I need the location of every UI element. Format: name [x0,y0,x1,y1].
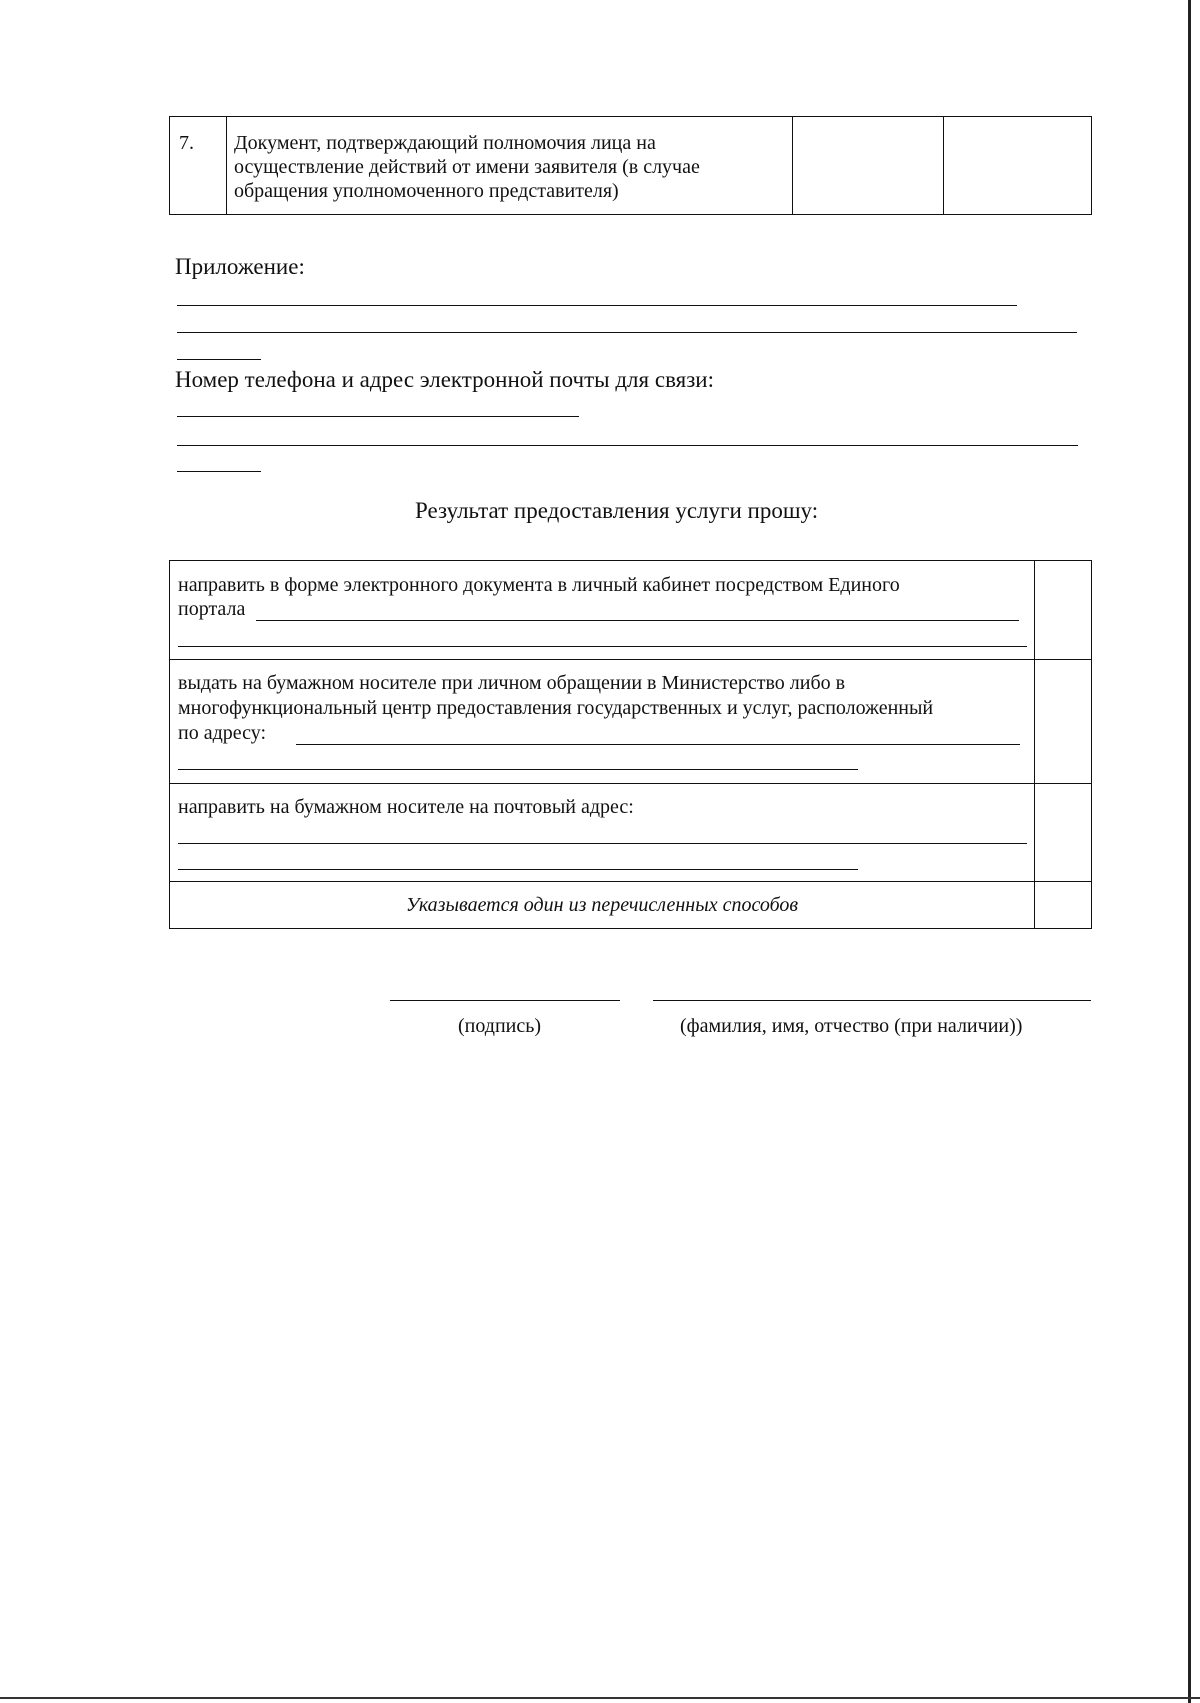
option-paper-inperson-checkbox[interactable] [1034,659,1091,783]
option-paper-inperson-address-field-2[interactable] [178,769,858,770]
documents-table [169,116,1092,215]
option-electronic-line-2: портала [178,598,246,620]
attachment-line-1[interactable] [177,305,1017,306]
option-electronic-checkbox[interactable] [1034,561,1091,659]
option-paper-mail-address-field[interactable] [178,843,1027,844]
option-paper-mail-address-field-2[interactable] [178,869,858,870]
scan-edge-bottom [0,1697,1200,1699]
row-text-line-3: обращения уполномоченного представителя) [234,180,619,202]
contact-label: Номер телефона и адрес электронной почты для связи: [175,367,714,392]
table-divider [792,117,793,214]
options-row-divider [170,659,1091,660]
table-divider [943,117,944,214]
signature-line[interactable] [390,1000,620,1001]
attachment-line-2[interactable] [177,332,1077,333]
options-row-divider [170,783,1091,784]
option-electronic-field[interactable] [256,620,1019,621]
options-note: Указывается один из перечисленных способов [405,894,799,916]
row-number: 7. [179,132,194,154]
contact-line-3[interactable] [177,471,261,472]
option-paper-inperson-address-field[interactable] [296,744,1020,745]
full-name-caption: (фамилия, имя, отчество (при наличии)) [680,1015,1023,1037]
option-paper-inperson-line-1: выдать на бумажном носителе при личном обращении в Министерство либо в [178,672,846,694]
contact-line-2[interactable] [177,445,1078,446]
row-text-line-2: осуществление действий от имени заявителя (в случае [234,156,700,178]
options-row-divider [170,881,1091,882]
option-electronic-field-2[interactable] [178,646,1027,647]
table-divider [226,117,227,214]
option-paper-inperson-line-3: по адресу: [178,722,267,744]
scan-edge-right [1188,0,1191,1703]
option-paper-inperson-line-2: многофункциональный центр предоставления государственных и услуг, расположенный [178,697,934,719]
attachment-line-3[interactable] [177,359,261,360]
full-name-line[interactable] [653,1000,1091,1001]
attachment-label: Приложение: [175,254,305,279]
delivery-options-table [169,560,1092,929]
contact-line-1[interactable] [177,416,579,417]
option-paper-mail-checkbox[interactable] [1034,783,1091,881]
row-text-line-1: Документ, подтверждающий полномочия лица на [234,132,656,154]
result-heading: Результат предоставления услуги прошу: [415,498,819,523]
option-electronic-line-1: направить в форме электронного документа в личный кабинет посредством Единого [178,574,900,596]
signature-caption: (подпись) [458,1015,542,1037]
option-paper-mail-line-1: направить на бумажном носителе на почтовый адрес: [178,796,634,818]
